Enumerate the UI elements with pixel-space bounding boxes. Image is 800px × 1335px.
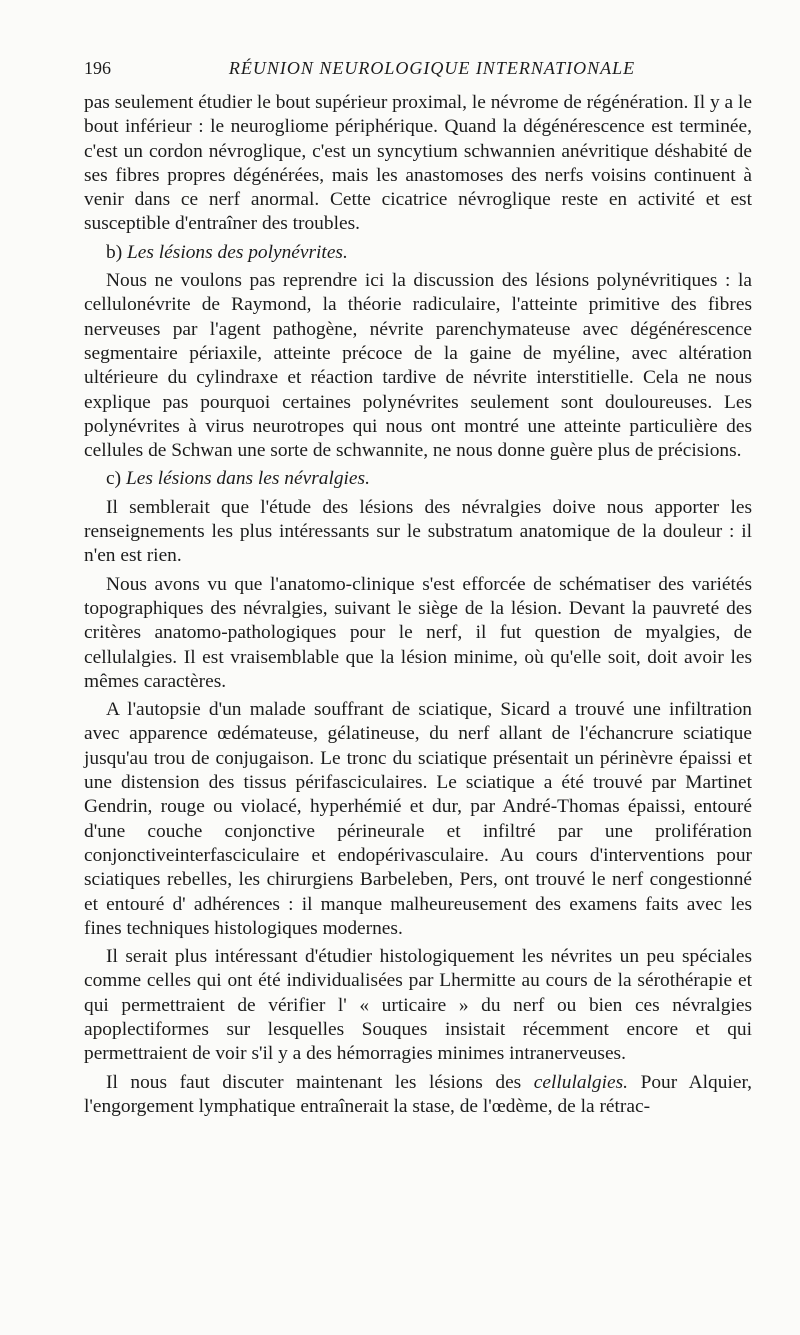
paragraph-text: Il nous faut discuter maintenant les lésions des: [106, 1071, 522, 1093]
running-header: [84, 58, 752, 84]
running-title: RÉUNION NEUROLOGIQUE INTERNATIONALE: [228, 58, 636, 78]
section-heading-c: [84, 467, 752, 491]
paragraph: Nous ne voulons pas reprendre ici la discussion des lésions polynévritiques : la cellulonévrite de Raymond, la théorie radiculaire, l'atteinte primitive des fibres nerveuses par l'agent pathogène, névrite parenchymateuse avec dégénérescence segmentaire périaxile, atteinte précoce de la gaine de myéline, avec altération ultérieure du cylindraxe et réaction tardive de névrite interstitielle. Cela ne nous explique pas pourquoi certaines polynévrites seulement sont douloureuses. Les polynévrites à virus neurotropes qui nous ont montré une atteinte particulière des cellules de Schwan une sorte de schwannite, ne nous donne guère plus de précisions.: [84, 270, 752, 462]
page-number: 196: [84, 58, 111, 78]
body-text: [84, 91, 752, 1123]
paragraph: A l'autopsie d'un malade souffrant de sciatique, Sicard a trouvé une infiltration avec apparence œdémateuse, gélatineuse, du nerf allant de l'échancrure sciatique jusqu'au trou de conjugaison. Le tronc du sciatique présentait un périnèvre épaissi et une distension des tissus périfasciculaires. Le sciatique a été trouvé par Martinet Gendrin, rouge ou violacé, hyperhémié et dur, par André-Thomas épaissi, entouré d'une couche conjonctive périneurale et infiltré par une prolifération conjonctiveinterfasciculaire et endopérivasculaire. Au cours d'interventions pour sciatiques rebelles, les chirurgiens Barbeleben, Pers, ont trouvé le nerf congestionné et entouré d' adhérences : il manque malheureusement des examens faits avec les fines techniques histologiques modernes.: [84, 699, 752, 939]
section-title: Les lésions des polynévrites.: [127, 241, 348, 263]
section-label: b): [106, 241, 123, 263]
paragraph: Il semblerait que l'étude des lésions des névralgies doive nous apporter les renseignements les plus intéressants sur le substratum anatomique de la douleur : il n'en est rien.: [84, 496, 752, 567]
section-title: Les lésions dans les névralgies.: [125, 468, 370, 490]
paragraph-continuation: pas seulement étudier le bout supérieur proximal, le névrome de régénération. Il y a le bout inférieur : le neurogliome périphérique. Quand la dégénérescence est terminée, c'est un cordon névroglique, c'est un syncytium schwannien anévritique déshabité de ses fibres propres dégénérées, mais les anastomoses des nerfs voisins continuent à venir dans ce nerf anormal. Cette cicatrice névroglique reste en activité et est susceptible d'entraîner des troubles.: [84, 92, 752, 235]
paragraph-text: Pour Alquier, l'engorgement lymphatique entraînerait la stase, de l'œdème, de la rétrac-: [84, 1071, 752, 1117]
emphasized-term: cellulalgies.: [533, 1071, 629, 1093]
paragraph: Nous avons vu que l'anatomo-clinique s'est efforcée de schématiser des variétés topographiques des névralgies, suivant le siège de la lésion. Devant la pauvreté des critères anatomo-pathologiques pour le nerf, il fut question de myalgies, de cellulalgies. Il est vraisemblable que la lésion minime, où qu'elle soit, doit avoir les mêmes caractères.: [84, 573, 752, 692]
paragraph-final: [84, 1071, 752, 1120]
section-heading-b: [84, 241, 752, 265]
paragraph: Il serait plus intéressant d'étudier histologiquement les névrites un peu spéciales comme celles qui ont été individualisées par Lhermitte au cours de la sérothérapie et qui permettraient de vérifier l' « urticaire » du nerf ou bien ces névralgies apoplectiformes sur lesquelles Souques insistait récemment encore et qui permettraient de voir s'il y a des hémorragies minimes intranerveuses.: [84, 946, 752, 1065]
section-label: c): [106, 468, 122, 490]
